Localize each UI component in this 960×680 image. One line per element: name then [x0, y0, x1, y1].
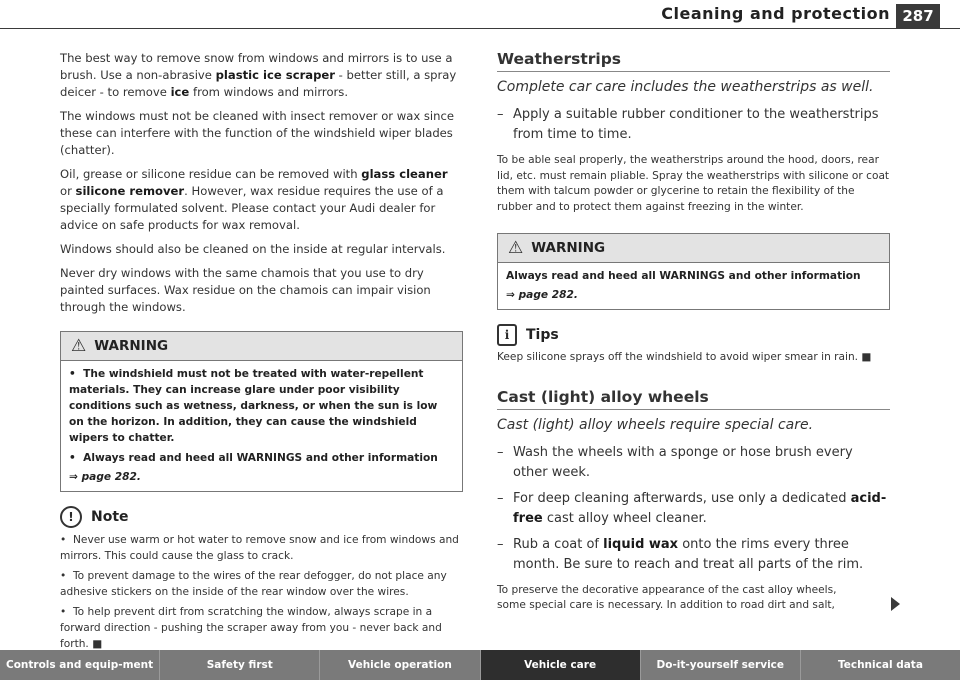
end-mark-icon: ■: [861, 351, 872, 363]
nav-tab-safety[interactable]: Safety first: [160, 650, 320, 680]
tips-info-icon: i: [497, 324, 517, 346]
warning-header: [61, 332, 462, 361]
paragraph-residue: Oil, grease or silicone residue can be removed with glass cleaner or silicone remover. However, wax residue requires the use of a specially formulated solvent. Please contact your Audi dealer for advice on safe products for wax removal.: [60, 167, 448, 232]
warning-body: [498, 263, 889, 309]
header-rule: [0, 28, 960, 29]
step-item: – Apply a suitable rubber conditioner to the weatherstrips from time to time.: [497, 107, 879, 142]
section-title-alloy-wheels: Cast (light) alloy wheels: [497, 388, 890, 410]
warning-item: • Always read and heed all WARNINGS and other information: [69, 452, 438, 464]
right-column: [497, 50, 890, 614]
nav-tab-technical-data[interactable]: Technical data: [801, 650, 960, 680]
end-mark-icon: ■: [92, 638, 103, 650]
step-item: – For deep cleaning afterwards, use only a dedicated acid-free cast alloy wheel cleaner.: [497, 490, 887, 526]
warning-box-windshield: [60, 331, 463, 492]
step-item: – Rub a coat of liquid wax onto the rims every three month. Be sure to reach and treat all parts of the rim.: [497, 536, 864, 572]
page-number-badge: 287: [896, 4, 940, 28]
page-header-title: Cleaning and protection: [661, 4, 890, 23]
note-item: • To help prevent dirt from scratching the window, always scrape in a forward direction - pushing the scraper away from you - never back and forth. ■: [60, 606, 442, 650]
warning-box-weatherstrips: [497, 233, 890, 310]
note-item: • Never use warm or hot water to remove snow and ice from windows and mirrors. This could cause the glass to crack.: [60, 534, 459, 562]
continue-arrow-icon: [891, 597, 900, 611]
note-list: [60, 532, 463, 652]
paragraph-inside-cleaning: Windows should also be cleaned on the inside at regular intervals.: [60, 242, 446, 256]
warning-body: [61, 361, 462, 491]
chapter-nav-bar: [0, 650, 960, 680]
arrow-ref-icon: ⇒: [506, 289, 515, 301]
nav-tab-operation[interactable]: Vehicle operation: [320, 650, 480, 680]
left-column: [60, 50, 463, 656]
tips-text: Keep silicone sprays off the windshield to avoid wiper smear in rain. ■: [497, 351, 872, 363]
tips-header: [497, 324, 890, 346]
warning-item: Always read and heed all WARNINGS and other information: [506, 270, 861, 282]
warning-triangle-icon: ⚠: [71, 336, 87, 356]
warning-triangle-icon: ⚠: [508, 238, 524, 258]
lead-weatherstrips: Complete car care includes the weatherstrips as well.: [497, 79, 874, 95]
tips-label: Tips: [526, 327, 559, 343]
warning-header: [498, 234, 889, 263]
warning-label: WARNING: [531, 240, 606, 256]
arrow-ref-icon: ⇒: [69, 471, 78, 483]
page-reference-link[interactable]: ⇒ page 282.: [69, 471, 141, 483]
paragraph-chamois: Never dry windows with the same chamois that you use to dry painted surfaces. Wax residue on the chamois can impair vision through the windows.: [60, 266, 431, 314]
paragraph-alloy-wheels: To preserve the decorative appearance of the cast alloy wheels, some special care is necessary. In addition to road dirt and salt,: [497, 583, 837, 611]
note-label: Note: [91, 509, 129, 525]
note-item: • To prevent damage to the wires of the rear defogger, do not place any adhesive stickers on the inside of the rear window over the wires.: [60, 570, 447, 598]
section-title-weatherstrips: Weatherstrips: [497, 50, 890, 72]
step-item: – Wash the wheels with a sponge or hose brush every other week.: [497, 444, 853, 480]
paragraph-insect-remover: The windows must not be cleaned with insect remover or wax since these can interfere with the function of the windshield wiper blades (chatter).: [60, 109, 454, 157]
note-exclamation-icon: !: [60, 506, 82, 528]
warning-item: • The windshield must not be treated with water-repellent materials. They can increase glare under poor visibility conditions such as wetness, darkness, or when the sun is low on the horizon. In addition, they can cause the windshield wipers to chatter.: [69, 368, 438, 444]
paragraph-weatherstrips: To be able seal properly, the weatherstrips around the hood, doors, rear lid, etc. must remain pliable. Spray the weatherstrips with silicone or coat them with talcum powder or glycerine to retain the flexibility of the rubber and to protect them against freezing in the winter.: [497, 154, 890, 213]
paragraph-ice-removal: The best way to remove snow from windows and mirrors is to use a brush. Use a non-abrasive plastic ice scraper - better still, a spray deicer - to remove ice from windows and mirrors.: [60, 51, 457, 99]
page-reference-link[interactable]: ⇒ page 282.: [506, 289, 578, 301]
nav-tab-diy-service[interactable]: Do-it-yourself service: [641, 650, 801, 680]
nav-tab-vehicle-care[interactable]: Vehicle care: [481, 650, 641, 680]
nav-tab-controls[interactable]: Controls and equip-ment: [0, 650, 160, 680]
warning-label: WARNING: [94, 338, 169, 354]
note-header: [60, 506, 463, 528]
lead-alloy-wheels: Cast (light) alloy wheels require special care.: [497, 416, 814, 433]
